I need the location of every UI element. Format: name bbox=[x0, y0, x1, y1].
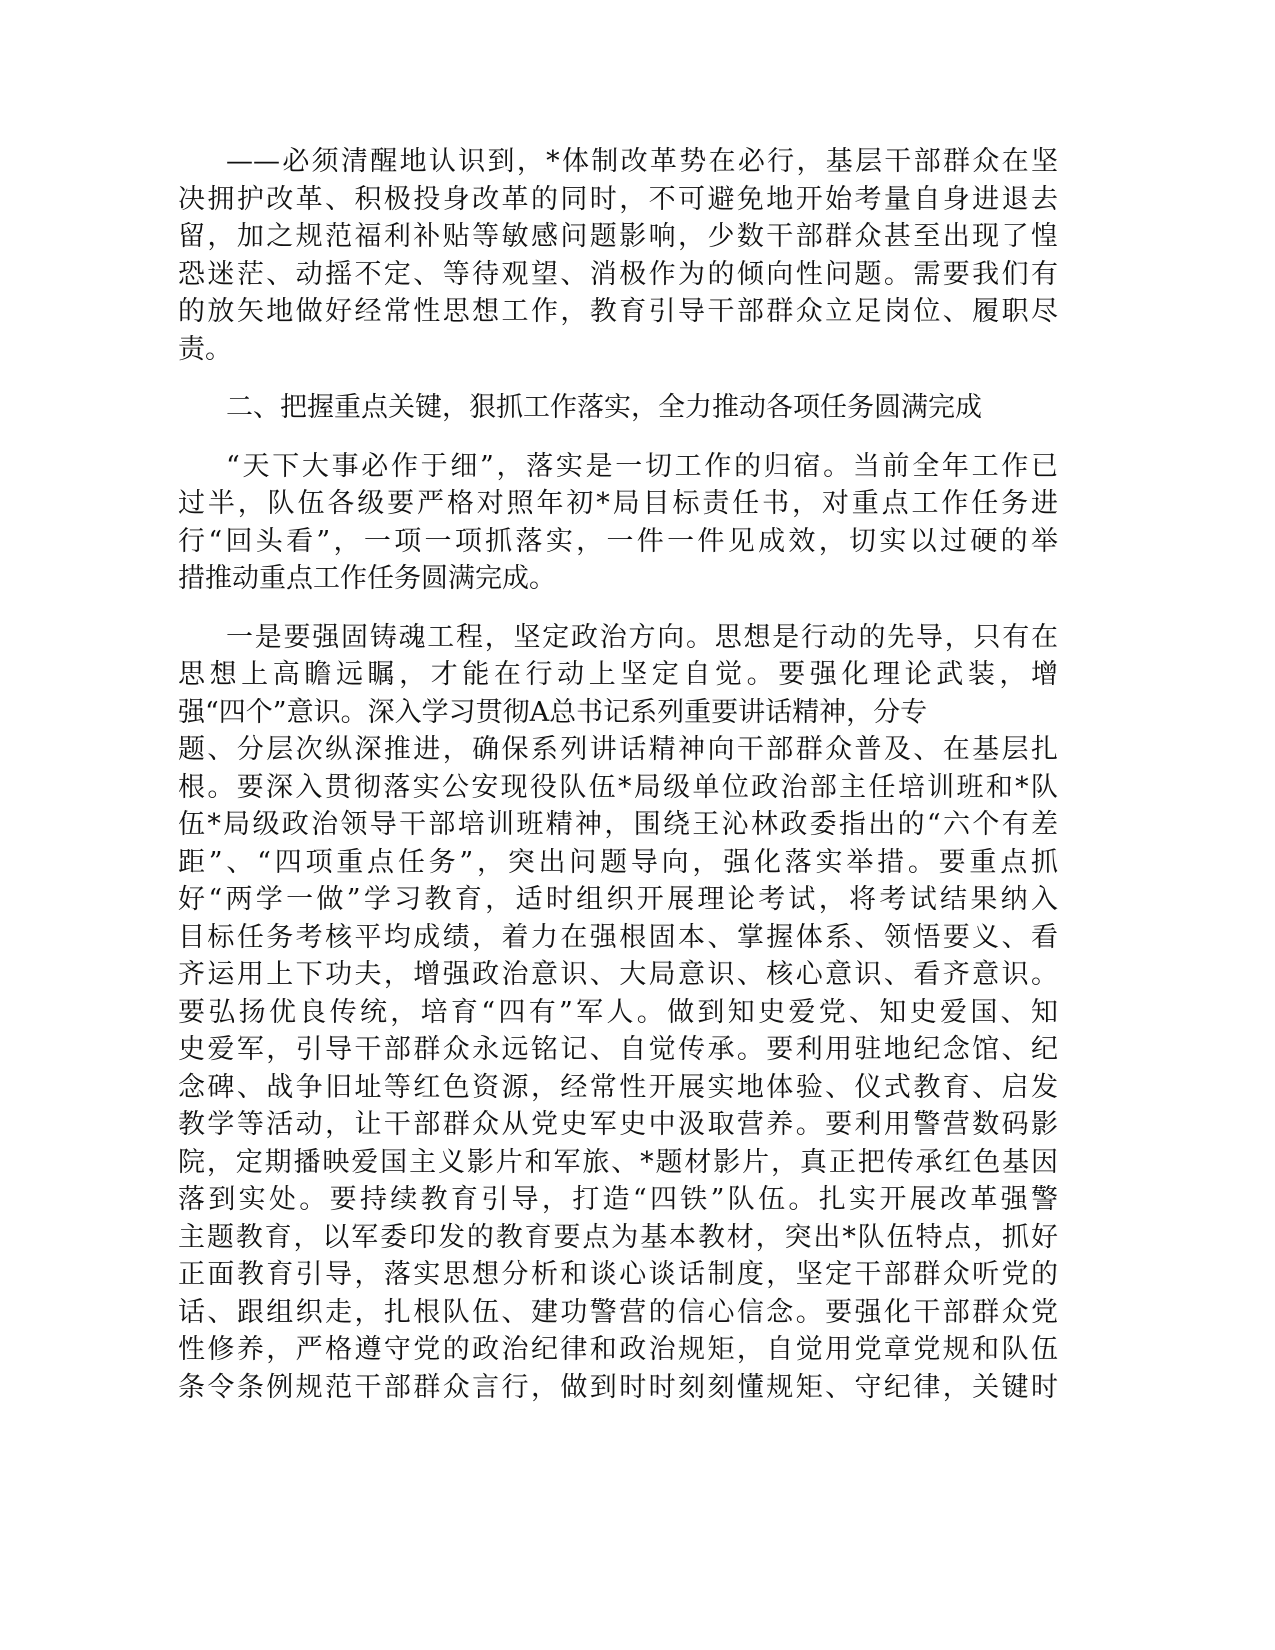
text-line: 教学等活动，让干部群众从党史军史中汲取营养。要利用警营数码影 bbox=[178, 1109, 1058, 1140]
paragraph-reform-awareness bbox=[178, 143, 1058, 368]
text-line: 留，加之规范福利补贴等敏感问题影响，少数干部群众甚至出现了惶 bbox=[178, 221, 1058, 252]
text-line: ——必须清醒地认识到，*体制改革势在必行，基层干部群众在坚 bbox=[226, 146, 1058, 177]
heading-text: 二、把握重点关键，狠抓工作落实，全力推动各项任务圆满完成 bbox=[226, 392, 982, 423]
text-line: 一是要强固铸魂工程，坚定政治方向。思想是行动的先导，只有在 bbox=[226, 621, 1058, 653]
text-line: 话、跟组织走，扎根队伍、建功警营的信心信念。要强化干部群众党 bbox=[178, 1296, 1058, 1328]
text-line: “天下大事必作于细”，落实是一切工作的归宿。当前全年工作已 bbox=[226, 450, 1058, 482]
paragraph-political-direction bbox=[178, 619, 1058, 1407]
text-line: 过半，队伍各级要严格对照年初*局目标责任书，对重点工作任务进 bbox=[178, 488, 1058, 519]
text-line: 要弘扬优良传统，培育“四有”军人。做到知史爱党、知史爱国、知 bbox=[178, 996, 1058, 1028]
text-line: 思想上高瞻远瞩，才能在行动上坚定自觉。要强化理论武装，增 bbox=[178, 659, 1058, 690]
text-line: 目标任务考核平均成绩，着力在强根固本、掌握体系、领悟要义、看 bbox=[178, 921, 1058, 953]
text-line: 落到实处。要持续教育引导，打造“四铁”队伍。扎实开展改革强警 bbox=[178, 1184, 1058, 1215]
text-line: 的放矢地做好经常性思想工作，教育引导干部群众立足岗位、履职尽 bbox=[178, 296, 1058, 327]
text-line: 题、分层次纵深推进，确保系列讲话精神向干部群众普及、在基层扎 bbox=[178, 734, 1058, 765]
text-line: 院，定期播映爱国主义影片和军旅、*题材影片，真正把传承红色基因 bbox=[178, 1146, 1058, 1178]
document-page bbox=[178, 143, 1058, 1427]
text-line: 行“回头看”，一项一项抓落实，一件一件见成效，切实以过硬的举 bbox=[178, 525, 1058, 557]
text-line: 措推动重点工作任务圆满完成。 bbox=[178, 563, 556, 594]
text-line: 正面教育引导，落实思想分析和谈心谈话制度，坚定干部群众听党的 bbox=[178, 1259, 1058, 1290]
text-line: 距”、“四项重点任务”，突出问题导向，强化落实举措。要重点抓 bbox=[178, 846, 1058, 878]
text-line: 史爱军，引导干部群众永远铭记、自觉传承。要利用驻地纪念馆、纪 bbox=[178, 1034, 1058, 1065]
text-line: 性修养，严格遵守党的政治纪律和政治规矩，自觉用党章党规和队伍 bbox=[178, 1334, 1058, 1365]
text-line: 主题教育，以军委印发的教育要点为基本教材，突出*队伍特点，抓好 bbox=[178, 1221, 1058, 1253]
text-line: 伍*局级政治领导干部培训班精神，围绕王沁林政委指出的“六个有差 bbox=[178, 809, 1058, 840]
text-line: 根。要深入贯彻落实公安现役队伍*局级单位政治部主任培训班和*队 bbox=[178, 771, 1058, 803]
paragraph-implementation bbox=[178, 448, 1058, 598]
text-line: 好“两学一做”学习教育，适时组织开展理论考试，将考试结果纳入 bbox=[178, 884, 1058, 915]
text-line: 恐迷茫、动摇不定、等待观望、消极作为的倾向性问题。需要我们有 bbox=[178, 258, 1058, 290]
text-line: 强“四个”意识。深入学习贯彻A总书记系列重要讲话精神，分专 bbox=[178, 696, 928, 728]
text-line: 决拥护改革、积极投身改革的同时，不可避免地开始考量自身进退去 bbox=[178, 183, 1058, 215]
text-line: 条令条例规范干部群众言行，做到时时刻刻懂规矩、守纪律，关键时 bbox=[178, 1371, 1058, 1403]
text-line: 责。 bbox=[178, 333, 232, 365]
text-line: 念碑、战争旧址等红色资源，经常性开展实地体验、仪式教育、启发 bbox=[178, 1071, 1058, 1103]
section-heading bbox=[178, 389, 1058, 427]
text-line: 齐运用上下功夫，增强政治意识、大局意识、核心意识、看齐意识。 bbox=[178, 959, 1058, 990]
